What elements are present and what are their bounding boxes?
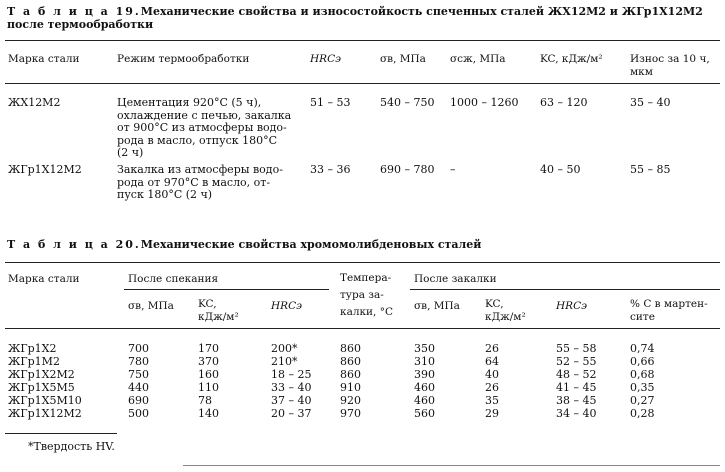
t19-row1-hrc: 51 – 53 (310, 96, 351, 109)
t20-header-temperature: Темпера- тура за- калки, °С (340, 272, 394, 318)
t20-subrule-sintering (124, 289, 329, 290)
t20-row6-grade: ЖГр1Х12М2 (8, 407, 82, 420)
t20-row1-temperature: 860 (340, 342, 361, 355)
t20-row4-kc2: 26 (485, 381, 499, 394)
t19-row1-grade: ЖХ12М2 (8, 96, 61, 109)
t20-row3-sigma-v1: 750 (128, 368, 149, 381)
t20-row1-carbon: 0,74 (630, 342, 655, 355)
t20-header-after-quench: После закалки (414, 273, 497, 285)
t19-row2-wear: 55 – 85 (630, 163, 671, 176)
t20-header-grade: Марка стали (8, 273, 80, 285)
t20-row2-kc2: 64 (485, 355, 499, 368)
t20-row3-sigma-v2: 390 (414, 368, 435, 381)
table19-header-rule (5, 83, 720, 84)
t20-row1-kc2: 26 (485, 342, 499, 355)
t20-row3-carbon: 0,68 (630, 368, 655, 381)
t20-row2-sigma-v1: 780 (128, 355, 149, 368)
t20-row6-hrc1: 20 – 37 (271, 407, 312, 420)
t19-row2-hrc: 33 – 36 (310, 163, 351, 176)
table20-footnote: *Твердость HV. (28, 440, 115, 453)
t20-row3-grade: ЖГр1Х2М2 (8, 368, 75, 381)
t20-row5-temperature: 920 (340, 394, 361, 407)
t19-header-sigma-v: σв, МПа (380, 53, 426, 65)
t20-row4-grade: ЖГр1Х5М5 (8, 381, 75, 394)
t20-header-martensite: % С в мартен- сите (630, 298, 708, 323)
t19-row1-kc: 63 – 120 (540, 96, 588, 109)
footnote-rule (5, 433, 117, 434)
t20-row4-carbon: 0,35 (630, 381, 655, 394)
t20-row6-temperature: 970 (340, 407, 361, 420)
t19-row2-sigma-v: 690 – 780 (380, 163, 435, 176)
t20-row3-temperature: 860 (340, 368, 361, 381)
t20-row1-grade: ЖГр1Х2 (8, 342, 57, 355)
t20-row5-kc1: 78 (198, 394, 212, 407)
t19-row2-mode: Закалка из атмосферы водо- рода от 970°С в масло, от- пуск 180°С (2 ч) (117, 163, 283, 201)
t20-row4-kc1: 110 (198, 381, 219, 394)
t20-row1-kc1: 170 (198, 342, 219, 355)
t20-row6-hrc2: 34 – 40 (556, 407, 597, 420)
t20-row4-temperature: 910 (340, 381, 361, 394)
t20-row3-kc1: 160 (198, 368, 219, 381)
t20-header-sigma-v1: σв, МПа (128, 300, 174, 312)
page-bottom-rule (183, 465, 720, 466)
table20-caption-lead: Т а б л и ц а 20. (7, 238, 141, 251)
t19-row1-sigma-szh: 1000 – 1260 (450, 96, 519, 109)
t20-row2-grade: ЖГр1М2 (8, 355, 60, 368)
t20-row2-hrc2: 52 – 55 (556, 355, 597, 368)
t20-row1-sigma-v1: 700 (128, 342, 149, 355)
t20-row6-sigma-v2: 560 (414, 407, 435, 420)
t20-row2-temperature: 860 (340, 355, 361, 368)
table19-caption-lead: Т а б л и ц а 19. (7, 5, 141, 18)
t20-row1-hrc1: 200* (271, 342, 298, 355)
t19-header-grade: Марка стали (8, 53, 80, 65)
t20-row5-sigma-v1: 690 (128, 394, 149, 407)
t20-row6-kc2: 29 (485, 407, 499, 420)
t20-header-after-sintering: После спекания (128, 273, 219, 285)
t20-subrule-quench (410, 289, 720, 290)
t20-header-sigma-v2: σв, МПа (414, 300, 460, 312)
t19-header-wear: Износ за 10 ч, мкм (630, 53, 710, 78)
table20-header-rule (5, 328, 720, 329)
t20-row1-sigma-v2: 350 (414, 342, 435, 355)
t20-row6-carbon: 0,28 (630, 407, 655, 420)
t19-header-hrc: HRCэ (310, 53, 341, 65)
t20-row3-hrc2: 48 – 52 (556, 368, 597, 381)
table19-caption-text: Механические свойства и износостойкость спеченных сталей ЖХ12М2 и ЖГр1Х12М2 (140, 5, 703, 18)
t20-row5-carbon: 0,27 (630, 394, 655, 407)
t19-row2-sigma-szh: – (450, 163, 456, 176)
table20-caption-text: Механические свойства хромомолибденовых сталей (140, 238, 482, 251)
t19-header-sigma-szh: σсж, МПа (450, 53, 506, 65)
t20-row5-kc2: 35 (485, 394, 499, 407)
table19-caption-line2: после термообработки (7, 18, 154, 31)
t20-row5-hrc1: 37 – 40 (271, 394, 312, 407)
t20-row5-sigma-v2: 460 (414, 394, 435, 407)
t20-row6-kc1: 140 (198, 407, 219, 420)
table20-top-rule (5, 262, 720, 263)
table19-top-rule (5, 40, 720, 41)
t20-row2-sigma-v2: 310 (414, 355, 435, 368)
table20-caption (7, 238, 481, 251)
t20-row2-kc1: 370 (198, 355, 219, 368)
t19-row1-wear: 35 – 40 (630, 96, 671, 109)
t19-row1-mode: Цементация 920°С (5 ч), охлаждение с печью, закалка от 900°С из атмосферы водо- рода в масло, отпуск 180°С (2 ч) (117, 96, 292, 159)
t19-row2-grade: ЖГр1Х12М2 (8, 163, 82, 176)
t20-row6-sigma-v1: 500 (128, 407, 149, 420)
t19-row1-sigma-v: 540 – 750 (380, 96, 435, 109)
t20-header-hrc2: HRCэ (556, 300, 587, 312)
t19-row2-kc: 40 – 50 (540, 163, 581, 176)
t20-row5-hrc2: 38 – 45 (556, 394, 597, 407)
t20-row3-hrc1: 18 – 25 (271, 368, 312, 381)
table19-caption (7, 5, 703, 18)
t20-header-kc1: KC, кДж/м² (198, 298, 239, 323)
t20-row1-hrc2: 55 – 58 (556, 342, 597, 355)
t20-row2-hrc1: 210* (271, 355, 298, 368)
t20-row4-hrc1: 33 – 40 (271, 381, 312, 394)
t19-header-mode: Режим термообработки (117, 53, 250, 65)
t19-header-kc: KC, кДж/м² (540, 53, 603, 65)
t20-row4-hrc2: 41 – 45 (556, 381, 597, 394)
t20-row4-sigma-v1: 440 (128, 381, 149, 394)
t20-header-hrc1: HRCэ (271, 300, 302, 312)
t20-row4-sigma-v2: 460 (414, 381, 435, 394)
t20-row3-kc2: 40 (485, 368, 499, 381)
t20-row2-carbon: 0,66 (630, 355, 655, 368)
t20-header-kc2: KC, кДж/м² (485, 298, 526, 323)
t20-row5-grade: ЖГр1Х5М10 (8, 394, 82, 407)
